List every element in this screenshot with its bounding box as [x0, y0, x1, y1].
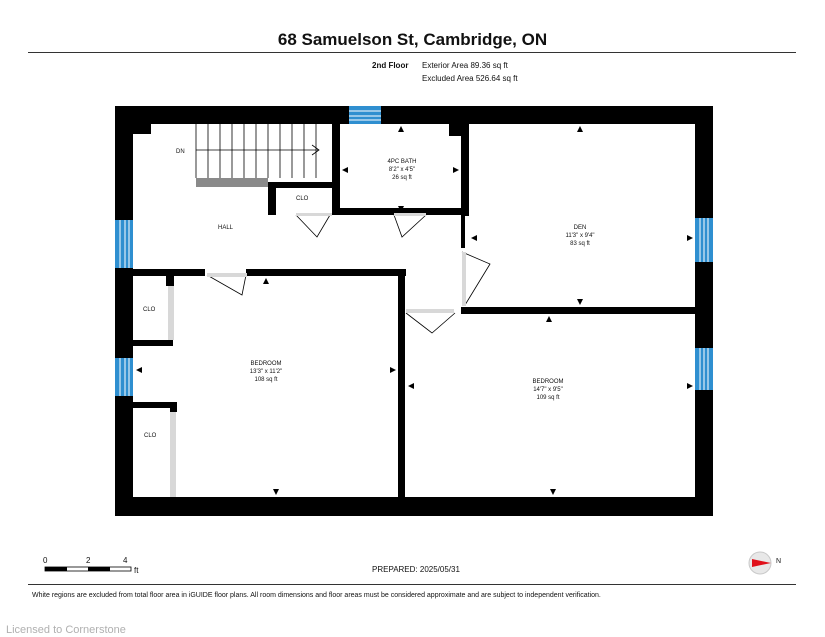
room-name: BEDROOM [250, 361, 282, 367]
window [115, 220, 133, 268]
room-area: 83 sq ft [570, 241, 590, 247]
scale-bar-segment [88, 567, 110, 571]
room-area: 108 sq ft [254, 377, 278, 383]
room-name: BEDROOM [532, 379, 564, 385]
door-threshold [394, 213, 426, 216]
wall-den-south [461, 307, 698, 314]
wall-closet-top [268, 182, 332, 188]
room-area: 26 sq ft [392, 175, 412, 181]
scale-label: 0 [43, 556, 48, 565]
stair-landing [196, 178, 268, 187]
stairs-down-label: DN [176, 149, 185, 155]
closet-door [168, 286, 174, 340]
wall-north [115, 106, 713, 124]
closet-door [170, 412, 176, 497]
wall-den-west-low [461, 216, 465, 248]
disclaimer: White regions are excluded from total floor area in iGUIDE floor plans. All room dimensions and floor areas must be considered approximate and are subject to independent verification. [32, 592, 601, 599]
room-name: DEN [573, 225, 587, 231]
page-title: 68 Samuelson St, Cambridge, ON [277, 30, 548, 49]
compass-north-label: N [776, 558, 782, 565]
room-closet: CLO [144, 433, 157, 439]
wall-hall-south [133, 269, 205, 276]
wall-west [115, 106, 133, 516]
room-bedroom [232, 360, 300, 384]
room-4pc-bath [368, 158, 436, 182]
room-dimensions: 11'3" x 9'4" [565, 233, 595, 239]
prepared-date: PREPARED: 2025/05/31 [372, 565, 460, 574]
exterior-area: Exterior Area 89.36 sq ft [422, 61, 508, 70]
room-den [546, 224, 614, 248]
floor-label: 2nd Floor [372, 61, 409, 70]
wall-notch [133, 124, 151, 134]
window [349, 106, 381, 124]
wall-stub [170, 402, 177, 412]
room-dimensions: 8'2" x 4'5" [388, 167, 416, 173]
room-bedroom [514, 378, 582, 402]
window [115, 358, 133, 396]
wall-bedroom-divider [398, 269, 405, 498]
room-closet: CLO [296, 196, 309, 202]
wall-stub [166, 276, 174, 286]
room-dimensions: 13'3" x 11'2" [249, 369, 283, 375]
door-threshold [296, 213, 332, 216]
scale-unit: ft [134, 566, 139, 575]
excluded-area: Excluded Area 526.64 sq ft [422, 74, 518, 83]
wall-closet-upper [133, 340, 173, 346]
wall-bath-west [332, 124, 340, 214]
room-hall: HALL [218, 225, 234, 231]
footer-divider [28, 584, 796, 585]
wall-south [115, 497, 713, 516]
wall-hall-south [246, 269, 406, 276]
door-threshold [207, 273, 247, 277]
scale-label: 2 [86, 556, 91, 565]
compass-icon [749, 552, 771, 574]
scale-label: 4 [123, 556, 128, 565]
staircase [196, 124, 319, 178]
wall-den-west [461, 124, 469, 216]
scale-bar-segment [45, 567, 67, 571]
door-threshold [462, 252, 466, 306]
room-name: 4PC BATH [387, 159, 417, 165]
license-watermark: Licensed to Cornerstone [6, 624, 126, 636]
door-threshold [406, 309, 454, 313]
room-dimensions: 14'7" x 9'5" [533, 387, 563, 393]
room-area: 109 sq ft [536, 395, 560, 401]
room-closet: CLO [143, 307, 156, 313]
